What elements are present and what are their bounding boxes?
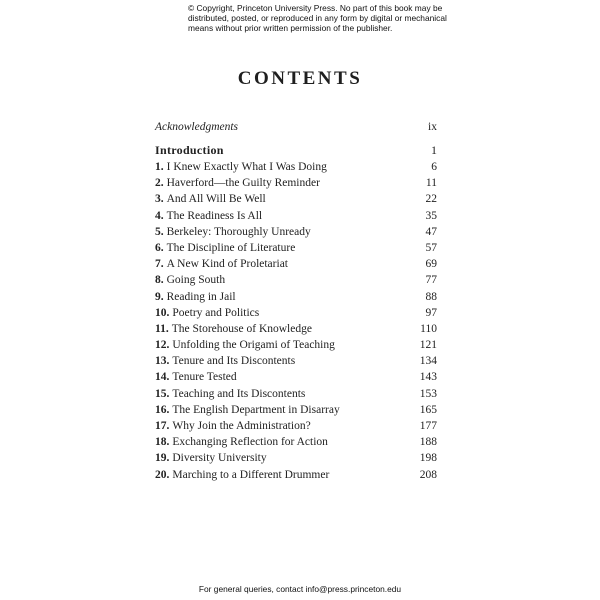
chapter-page: 134 [419,355,437,368]
chapter-page: 188 [419,436,437,449]
toc-entry-label [155,175,320,191]
toc-entry-label [155,467,329,483]
chapter-title: Exchanging Reflection for Action [172,436,328,449]
chapter-title: Haverford—the Guilty Reminder [166,177,320,190]
toc-entry [155,159,437,175]
chapter-page: 11 [425,177,437,190]
chapter-page: 208 [419,468,437,481]
toc-entry [155,434,437,450]
chapter-number: 16. [155,403,170,416]
chapter-title: Reading in Jail [166,290,236,303]
toc-entry-label [155,369,237,385]
chapter-number: 17. [155,420,170,432]
toc-entry-label [155,289,236,305]
toc-entry-label [155,434,328,450]
toc-entry [155,175,437,191]
chapter-title: Unfolding the Origami of Teaching [172,339,335,352]
chapter-page: 97 [425,306,437,319]
chapter-title: A New Kind of Proletariat [166,258,288,271]
toc-entry-label [155,240,295,256]
page-title: CONTENTS [237,68,363,89]
toc-entry [155,256,437,272]
footer-contact: For general queries, contact info@press.princeton.edu [198,584,402,594]
toc-entry-introduction [155,143,437,158]
toc-entry [155,369,437,385]
chapter-title: Diversity University [172,452,267,465]
chapter-number: 12. [155,339,170,352]
chapter-title: The Readiness Is All [166,209,263,222]
chapter-number: 9. [155,290,164,303]
chapter-title: Tenure Tested [172,371,237,384]
toc-entry-title: Acknowledgments [155,121,239,133]
chapter-page: 47 [425,225,437,238]
toc-entry-label [155,272,225,288]
chapter-title: Why Join the Administration? [172,420,311,432]
toc-entry-label [155,353,295,369]
toc-entry-label [155,402,340,418]
toc-entry-label [155,191,266,207]
chapter-page: 22 [425,193,437,206]
chapter-page: 77 [425,274,437,287]
copyright-notice [188,3,448,33]
chapter-number: 7. [155,258,164,271]
chapter-number: 10. [155,306,170,319]
chapter-page: 6 [431,161,437,173]
chapter-title: Going South [166,274,226,287]
chapter-page: 177 [419,420,437,432]
chapter-title: Tenure and Its Discontents [172,355,296,368]
toc-entry [155,240,437,256]
toc-entry [155,402,437,418]
chapter-page: 57 [425,241,437,254]
chapter-page: 153 [419,387,437,400]
toc-entry [155,337,437,353]
toc-entry [155,289,437,305]
toc-entry [155,208,437,224]
toc-entry-page: 1 [431,143,437,157]
toc-entry-label [155,305,259,321]
chapter-number: 6. [155,241,164,254]
toc-entry [155,418,437,434]
toc-entry-label [155,224,311,240]
chapter-page: 121 [419,339,437,352]
toc-entry-label [155,418,311,434]
chapter-title: The Discipline of Literature [166,241,296,254]
toc-entry [155,386,437,402]
chapter-number: 13. [155,355,170,368]
chapter-title: Berkeley: Thoroughly Unready [166,225,311,238]
chapter-title: And All Will Be Well [166,193,266,206]
chapter-number: 4. [155,209,164,222]
chapter-title: Poetry and Politics [172,306,260,319]
toc-entry-page: ix [428,121,437,133]
chapter-number: 3. [155,193,164,206]
toc-entry [155,321,437,337]
toc-entry-label [155,450,267,466]
toc-entry-acknowledgments [155,121,437,133]
copyright-line: © Copyright, Princeton University Press. No part of this book may be [188,3,443,13]
chapter-number: 14. [155,371,170,384]
toc-entry-label [155,159,327,175]
chapter-title: Marching to a Different Drummer [172,468,330,481]
chapter-number: 2. [155,177,164,190]
toc-entry-label [155,208,262,224]
toc-entry-label [155,321,312,337]
chapter-number: 8. [155,274,164,287]
chapter-page: 110 [420,322,437,335]
chapter-number: 5. [155,225,164,238]
chapter-number: 18. [155,436,170,449]
chapter-number: 11. [155,322,169,335]
toc-entry [155,467,437,483]
copyright-line: means without prior written permission of the publisher. [188,23,393,33]
toc-entry-label [155,256,288,272]
toc-entry [155,191,437,207]
toc-entry [155,353,437,369]
chapter-number: 20. [155,468,170,481]
toc-entry-label [155,386,305,402]
chapter-page: 143 [419,371,437,384]
chapter-title: Teaching and Its Discontents [172,387,306,400]
toc-entry-title: Introduction [155,143,224,157]
chapter-number: 1. [155,161,164,173]
chapter-page: 35 [425,209,437,222]
toc-entry-label [155,337,335,353]
toc-entry [155,272,437,288]
chapter-title: The English Department in Disarray [172,403,340,416]
chapter-list [155,159,437,483]
copyright-line: distributed, posted, or reproduced in any form by digital or mechanical [188,13,447,23]
chapter-title: I Knew Exactly What I Was Doing [166,161,327,173]
chapter-page: 69 [425,258,437,271]
toc-entry [155,450,437,466]
chapter-number: 15. [155,387,170,400]
toc-entry [155,305,437,321]
chapter-page: 88 [425,290,437,303]
chapter-title: The Storehouse of Knowledge [171,322,312,335]
toc-entry [155,224,437,240]
chapter-number: 19. [155,452,170,465]
chapter-page: 198 [419,452,437,465]
chapter-page: 165 [419,403,437,416]
